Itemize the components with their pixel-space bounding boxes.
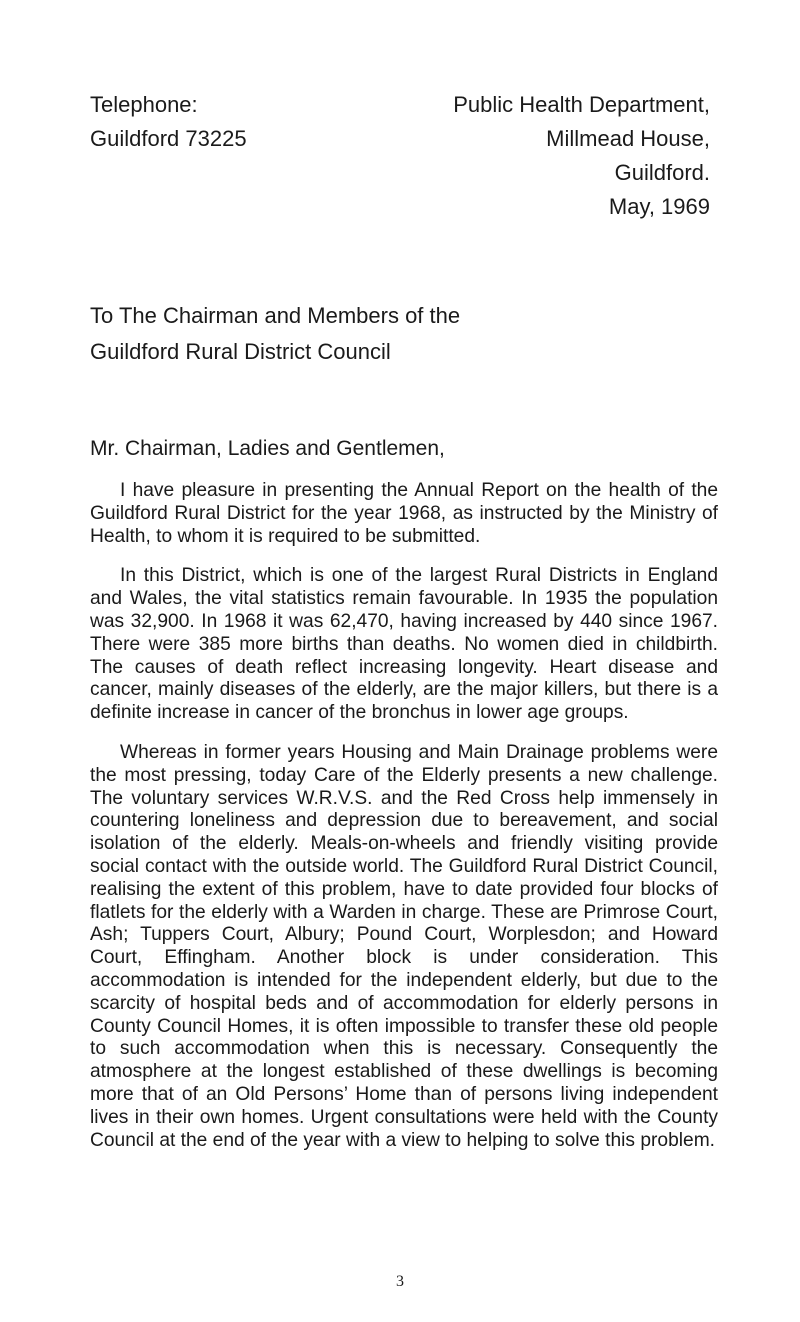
building-name: Millmead House, xyxy=(546,126,710,151)
telephone-label: Telephone: xyxy=(90,92,198,117)
salutation: Mr. Chairman, Ladies and Gentlemen, xyxy=(90,437,445,460)
telephone-number: Guildford 73225 xyxy=(90,126,247,151)
letter-date: May, 1969 xyxy=(608,194,710,219)
paragraph: In this District, which is one of the largest Rural Districts in England and Wales, the vital statistics remain favourable. In 1935 the population was 32,900. In 1968 it was 62,470, having increased by 440 since 1967. There were 385 more births than deaths. No women died in childbirth. The causes of death reflect increasing longevity. Heart disease and cancer, mainly diseases of the elderly, are the major killers, but there is a definite increase in cancer of the bronchus in lower age groups. xyxy=(90,565,718,724)
addressee-line-2: Guildford Rural District Council xyxy=(90,339,391,364)
letter-body xyxy=(90,480,718,1169)
page-number: 3 xyxy=(396,1273,404,1290)
paragraph: I have pleasure in presenting the Annual Report on the health of the Guildford Rural District for the year 1968, as instructed by the Ministry of Health, to whom it is required to be submitted. xyxy=(90,480,718,547)
paragraph: Whereas in former years Housing and Main Drainage problems were the most pressing, today Care of the Elderly presents a new challenge. The voluntary services W.R.V.S. and the Red Cross help immensely in countering loneliness and depression due to bereavement, and social isolation of the elderly. Meals-on-wheels and friendly visiting provide social contact with the outside world. The Guildford Rural District Council, realising the extent of this problem, have to date provided four blocks of flatlets for the elderly with a Warden in charge. These are Primrose Court, Ash; Tuppers Court, Albury; Pound Court, Worplesdon; and Howard Court, Effingham. Another block is under consideration. This accommodation is intended for the independent elderly, but due to the scarcity of hospital beds and of accommodation for elderly persons in County Council Homes, it is often impossible to transfer these old people to such accommodation when this is necessary. Consequently the atmosphere at the longest established of these dwellings is becoming more that of an Old Persons’ Home than of persons living independent lives in their own homes. Urgent consultations were held with the County Council at the end of the year with a view to helping to solve this problem. xyxy=(90,741,718,1151)
department-name: Public Health Department, xyxy=(453,92,710,117)
town-name: Guildford. xyxy=(614,160,710,185)
telephone-block xyxy=(90,88,247,156)
addressee-block xyxy=(90,298,460,370)
addressee-line-1: To The Chairman and Members of the xyxy=(90,303,461,328)
sender-address-block xyxy=(453,88,710,224)
